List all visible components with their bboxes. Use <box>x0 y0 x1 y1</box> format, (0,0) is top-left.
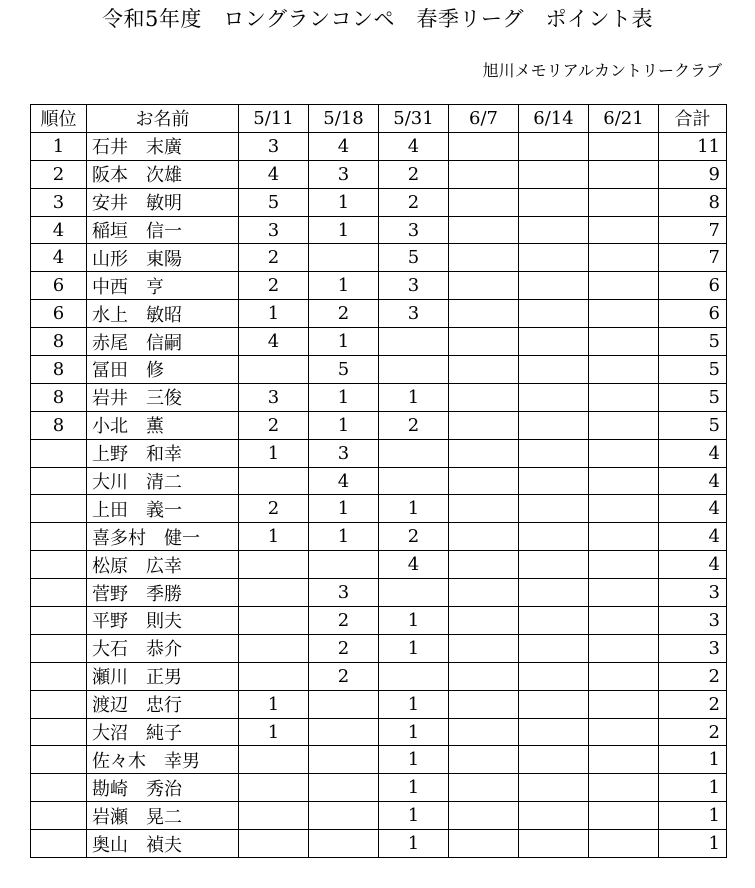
table-row <box>31 802 727 830</box>
score-cell <box>239 467 309 495</box>
table-row <box>31 495 727 523</box>
date-header-0518: 5/18 <box>309 105 379 133</box>
score-cell: 1 <box>239 523 309 551</box>
score-cell <box>449 439 519 467</box>
player-name-cell: 勘崎 秀治 <box>87 774 239 802</box>
score-cell <box>239 746 309 774</box>
score-cell <box>519 802 589 830</box>
total-cell: 5 <box>659 383 727 411</box>
score-cell <box>589 579 659 607</box>
total-cell: 4 <box>659 551 727 579</box>
score-cell: 2 <box>379 188 449 216</box>
score-cell: 1 <box>379 383 449 411</box>
score-cell <box>589 830 659 858</box>
total-cell: 11 <box>659 132 727 160</box>
score-cell: 2 <box>309 662 379 690</box>
score-cell <box>449 802 519 830</box>
score-cell: 4 <box>379 551 449 579</box>
total-cell: 4 <box>659 467 727 495</box>
score-cell <box>519 216 589 244</box>
score-cell <box>519 160 589 188</box>
rank-cell <box>31 607 87 635</box>
table-row <box>31 746 727 774</box>
score-cell <box>519 356 589 384</box>
date-header-0621: 6/21 <box>589 105 659 133</box>
rank-cell <box>31 634 87 662</box>
rank-cell <box>31 495 87 523</box>
table-row <box>31 523 727 551</box>
table-row <box>31 607 727 635</box>
score-cell: 1 <box>239 439 309 467</box>
score-cell <box>449 272 519 300</box>
score-cell: 4 <box>239 328 309 356</box>
table-row <box>31 551 727 579</box>
score-cell <box>449 411 519 439</box>
player-name-cell: 赤尾 信嗣 <box>87 328 239 356</box>
total-cell: 1 <box>659 746 727 774</box>
score-cell <box>449 718 519 746</box>
rank-cell <box>31 467 87 495</box>
rank-cell <box>31 551 87 579</box>
score-cell <box>589 662 659 690</box>
player-name-cell: 平野 則夫 <box>87 607 239 635</box>
total-cell: 2 <box>659 662 727 690</box>
player-name-cell: 上田 義一 <box>87 495 239 523</box>
header-row <box>31 105 727 133</box>
table-row <box>31 328 727 356</box>
score-cell <box>589 467 659 495</box>
score-cell <box>589 356 659 384</box>
score-cell: 1 <box>309 272 379 300</box>
score-cell <box>449 160 519 188</box>
score-cell <box>449 607 519 635</box>
score-cell <box>309 690 379 718</box>
score-cell <box>309 774 379 802</box>
total-cell: 8 <box>659 188 727 216</box>
total-cell: 3 <box>659 579 727 607</box>
rank-cell <box>31 802 87 830</box>
total-cell: 4 <box>659 439 727 467</box>
score-cell <box>239 830 309 858</box>
score-cell <box>589 607 659 635</box>
score-cell <box>519 244 589 272</box>
player-name-cell: 安井 敏明 <box>87 188 239 216</box>
score-cell <box>379 467 449 495</box>
score-cell: 2 <box>379 160 449 188</box>
score-cell <box>379 662 449 690</box>
score-cell <box>519 439 589 467</box>
score-cell: 5 <box>379 244 449 272</box>
rank-header: 順位 <box>31 105 87 133</box>
score-cell <box>589 439 659 467</box>
table-row <box>31 634 727 662</box>
total-cell: 7 <box>659 244 727 272</box>
score-cell <box>309 718 379 746</box>
score-cell: 1 <box>379 634 449 662</box>
total-cell: 1 <box>659 802 727 830</box>
score-cell: 1 <box>379 774 449 802</box>
total-cell: 4 <box>659 523 727 551</box>
score-cell: 2 <box>239 495 309 523</box>
rank-cell <box>31 830 87 858</box>
score-cell <box>519 662 589 690</box>
table-row <box>31 188 727 216</box>
total-cell: 4 <box>659 495 727 523</box>
score-cell <box>449 328 519 356</box>
score-cell: 1 <box>239 690 309 718</box>
score-cell <box>589 523 659 551</box>
score-cell <box>379 579 449 607</box>
player-name-cell: 岩井 三俊 <box>87 383 239 411</box>
player-name-cell: 松原 広幸 <box>87 551 239 579</box>
score-cell: 1 <box>379 607 449 635</box>
score-cell <box>519 774 589 802</box>
total-cell: 3 <box>659 607 727 635</box>
player-name-cell: 喜多村 健一 <box>87 523 239 551</box>
player-name-cell: 石井 末廣 <box>87 132 239 160</box>
score-cell <box>519 746 589 774</box>
score-cell <box>239 634 309 662</box>
score-cell <box>449 746 519 774</box>
table-body <box>31 132 727 857</box>
score-cell <box>449 495 519 523</box>
table-row <box>31 356 727 384</box>
date-header-0531: 5/31 <box>379 105 449 133</box>
score-cell: 1 <box>379 495 449 523</box>
score-cell <box>449 132 519 160</box>
score-cell: 1 <box>239 300 309 328</box>
player-name-cell: 奥山 禎夫 <box>87 830 239 858</box>
player-name-cell: 小北 薫 <box>87 411 239 439</box>
score-cell: 3 <box>309 160 379 188</box>
score-cell: 4 <box>309 467 379 495</box>
score-cell: 1 <box>309 523 379 551</box>
table-row <box>31 300 727 328</box>
total-cell: 5 <box>659 411 727 439</box>
total-cell: 9 <box>659 160 727 188</box>
rank-cell: 8 <box>31 383 87 411</box>
player-name-cell: 渡辺 忠行 <box>87 690 239 718</box>
score-cell <box>379 328 449 356</box>
total-cell: 6 <box>659 272 727 300</box>
player-name-cell: 菅野 季勝 <box>87 579 239 607</box>
table-row <box>31 579 727 607</box>
score-cell: 1 <box>309 411 379 439</box>
score-cell: 2 <box>309 300 379 328</box>
score-cell <box>519 690 589 718</box>
score-cell <box>589 300 659 328</box>
player-name-cell: 瀬川 正男 <box>87 662 239 690</box>
score-cell <box>519 607 589 635</box>
score-cell: 1 <box>239 718 309 746</box>
player-name-cell: 稲垣 信一 <box>87 216 239 244</box>
score-cell: 3 <box>309 579 379 607</box>
player-name-cell: 山形 東陽 <box>87 244 239 272</box>
rank-cell: 6 <box>31 272 87 300</box>
rank-cell <box>31 662 87 690</box>
score-cell <box>309 244 379 272</box>
score-cell <box>449 690 519 718</box>
total-cell: 5 <box>659 356 727 384</box>
score-cell: 1 <box>309 216 379 244</box>
score-cell <box>239 774 309 802</box>
table-row <box>31 467 727 495</box>
score-cell <box>309 746 379 774</box>
score-cell <box>589 551 659 579</box>
score-cell <box>239 802 309 830</box>
total-cell: 7 <box>659 216 727 244</box>
score-cell <box>309 802 379 830</box>
score-cell <box>309 551 379 579</box>
score-cell: 4 <box>239 160 309 188</box>
score-cell <box>449 830 519 858</box>
score-cell: 2 <box>379 523 449 551</box>
rank-cell <box>31 523 87 551</box>
player-name-cell: 阪本 次雄 <box>87 160 239 188</box>
player-name-cell: 冨田 修 <box>87 356 239 384</box>
score-cell: 2 <box>239 272 309 300</box>
total-cell: 5 <box>659 328 727 356</box>
table-row <box>31 216 727 244</box>
table-row <box>31 383 727 411</box>
rank-cell <box>31 746 87 774</box>
score-cell <box>589 188 659 216</box>
rank-cell <box>31 579 87 607</box>
score-cell: 1 <box>379 690 449 718</box>
score-cell <box>239 356 309 384</box>
rank-cell: 1 <box>31 132 87 160</box>
score-cell: 2 <box>309 634 379 662</box>
score-cell <box>519 188 589 216</box>
date-header-0607: 6/7 <box>449 105 519 133</box>
score-cell: 5 <box>309 356 379 384</box>
score-cell: 2 <box>239 244 309 272</box>
score-cell <box>519 300 589 328</box>
rank-cell <box>31 439 87 467</box>
total-cell: 2 <box>659 690 727 718</box>
score-cell <box>519 495 589 523</box>
score-cell <box>589 160 659 188</box>
total-cell: 2 <box>659 718 727 746</box>
score-cell: 1 <box>309 495 379 523</box>
score-cell: 3 <box>309 439 379 467</box>
score-cell <box>519 551 589 579</box>
score-cell: 2 <box>379 411 449 439</box>
score-cell <box>589 383 659 411</box>
table-row <box>31 774 727 802</box>
rank-cell <box>31 774 87 802</box>
score-cell <box>519 467 589 495</box>
score-cell: 3 <box>239 383 309 411</box>
table-row <box>31 160 727 188</box>
player-name-cell: 岩瀬 晃二 <box>87 802 239 830</box>
name-header: お名前 <box>87 105 239 133</box>
club-name: 旭川メモリアルカントリークラブ <box>482 61 722 80</box>
score-cell <box>519 718 589 746</box>
score-cell <box>589 216 659 244</box>
score-cell <box>589 690 659 718</box>
score-cell <box>589 634 659 662</box>
player-name-cell: 中西 亨 <box>87 272 239 300</box>
player-name-cell: 大沼 純子 <box>87 718 239 746</box>
score-cell <box>519 272 589 300</box>
player-name-cell: 佐々木 幸男 <box>87 746 239 774</box>
score-cell: 4 <box>309 132 379 160</box>
date-header-0511: 5/11 <box>239 105 309 133</box>
score-cell: 3 <box>239 132 309 160</box>
score-cell <box>589 411 659 439</box>
score-cell <box>449 216 519 244</box>
table-row <box>31 132 727 160</box>
table-row <box>31 662 727 690</box>
table-row <box>31 690 727 718</box>
total-cell: 1 <box>659 774 727 802</box>
score-cell <box>589 746 659 774</box>
score-cell <box>449 523 519 551</box>
score-cell: 2 <box>309 607 379 635</box>
score-cell <box>239 551 309 579</box>
score-cell: 3 <box>379 300 449 328</box>
score-cell <box>379 439 449 467</box>
score-cell: 5 <box>239 188 309 216</box>
score-cell <box>449 383 519 411</box>
rank-cell <box>31 718 87 746</box>
table-row <box>31 244 727 272</box>
score-cell <box>589 132 659 160</box>
rank-cell: 2 <box>31 160 87 188</box>
total-cell: 1 <box>659 830 727 858</box>
total-cell: 6 <box>659 300 727 328</box>
score-cell <box>519 328 589 356</box>
score-cell <box>449 579 519 607</box>
score-cell: 1 <box>379 746 449 774</box>
page-title: 令和5年度 ロングランコンペ 春季リーグ ポイント表 <box>102 7 653 31</box>
points-table <box>30 104 727 858</box>
score-cell: 1 <box>379 802 449 830</box>
score-cell <box>449 356 519 384</box>
rank-cell: 4 <box>31 216 87 244</box>
score-cell: 3 <box>379 216 449 244</box>
score-cell: 1 <box>309 188 379 216</box>
score-cell: 3 <box>379 272 449 300</box>
score-cell: 3 <box>239 216 309 244</box>
score-cell <box>589 774 659 802</box>
score-cell <box>449 634 519 662</box>
score-cell <box>519 132 589 160</box>
score-cell <box>589 718 659 746</box>
score-cell: 2 <box>239 411 309 439</box>
score-cell: 4 <box>379 132 449 160</box>
score-cell <box>519 830 589 858</box>
score-cell <box>519 411 589 439</box>
total-header: 合計 <box>659 105 727 133</box>
rank-cell: 8 <box>31 328 87 356</box>
table-row <box>31 272 727 300</box>
rank-cell: 4 <box>31 244 87 272</box>
date-header-0614: 6/14 <box>519 105 589 133</box>
rank-cell <box>31 690 87 718</box>
score-cell <box>589 244 659 272</box>
score-cell <box>379 356 449 384</box>
table-row <box>31 411 727 439</box>
score-cell <box>449 662 519 690</box>
player-name-cell: 上野 和幸 <box>87 439 239 467</box>
score-cell <box>309 830 379 858</box>
table-row <box>31 439 727 467</box>
rank-cell: 3 <box>31 188 87 216</box>
score-cell <box>519 634 589 662</box>
score-cell: 1 <box>309 328 379 356</box>
score-cell <box>239 662 309 690</box>
total-cell: 3 <box>659 634 727 662</box>
rank-cell: 8 <box>31 411 87 439</box>
score-cell <box>449 188 519 216</box>
score-cell: 1 <box>309 383 379 411</box>
rank-cell: 8 <box>31 356 87 384</box>
table-row <box>31 830 727 858</box>
score-cell <box>519 579 589 607</box>
score-cell <box>449 244 519 272</box>
rank-cell: 6 <box>31 300 87 328</box>
player-name-cell: 大川 清二 <box>87 467 239 495</box>
score-cell <box>239 579 309 607</box>
score-cell <box>589 328 659 356</box>
score-cell <box>449 300 519 328</box>
score-cell <box>449 467 519 495</box>
score-cell: 1 <box>379 718 449 746</box>
score-cell <box>519 523 589 551</box>
score-cell <box>589 802 659 830</box>
table-row <box>31 718 727 746</box>
player-name-cell: 大石 恭介 <box>87 634 239 662</box>
score-cell: 1 <box>379 830 449 858</box>
score-cell <box>589 272 659 300</box>
score-cell <box>449 551 519 579</box>
score-cell <box>239 607 309 635</box>
player-name-cell: 水上 敏昭 <box>87 300 239 328</box>
score-cell <box>449 774 519 802</box>
score-cell <box>519 383 589 411</box>
score-cell <box>589 495 659 523</box>
